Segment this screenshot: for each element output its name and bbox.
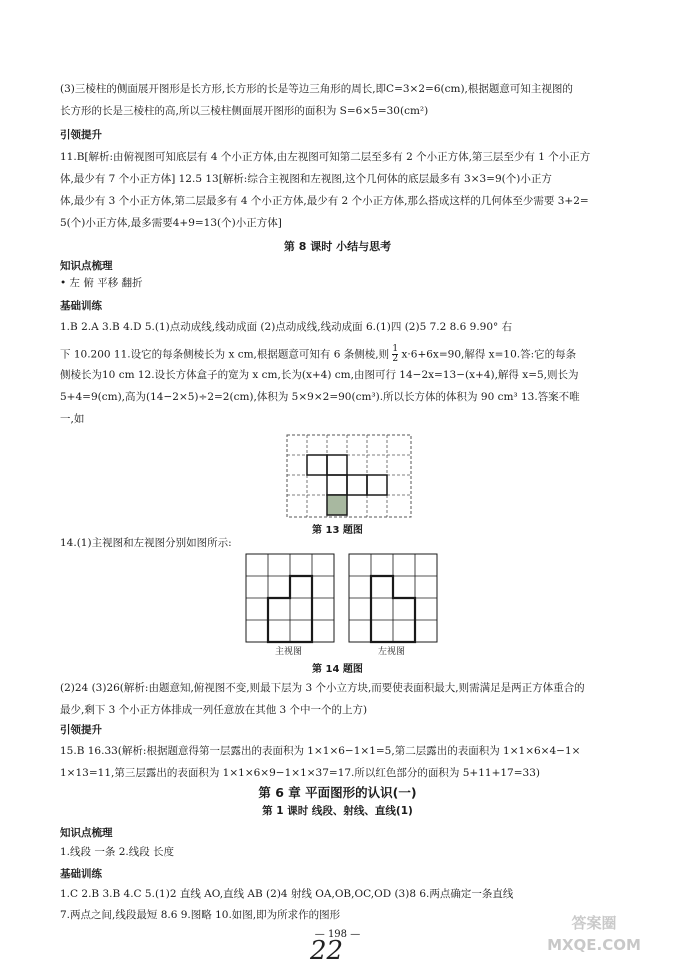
watermark: 答案圈 MXQE.COM	[547, 914, 641, 954]
text-line: 1.线段 一条 2.线段 长度	[60, 846, 175, 858]
lesson-title: 第 8 课时 小结与思考	[283, 240, 392, 253]
left-view-grid	[349, 554, 437, 642]
text-line: 7.两点之间,线段最短 8.6 9.图略 10.如图,即为所求作的图形	[60, 909, 341, 921]
text-line: 14.(1)主视图和左视图分别如图所示:	[60, 537, 232, 549]
front-view-grid	[246, 554, 334, 642]
figure-caption: 第 13 题图	[312, 525, 363, 536]
fraction-denominator: 2	[392, 354, 399, 364]
section-heading: 知识点梳理	[60, 827, 113, 839]
section-heading: 引领提升	[60, 129, 102, 141]
net-square	[307, 455, 327, 475]
text-span: 下 10.200 11.设它的每条侧棱长为 x cm,根据题意可知有 6 条侧棱,则	[60, 348, 390, 361]
text-span: x·6+6x=90,解得 x=10.答:它的每条	[401, 348, 577, 361]
text-line: 11.B[解析:由俯视图可知底层有 4 个小正方体,由左视图可知第二层至多有 2 个小正方体,第三层至少有 1 个小正方	[60, 151, 591, 163]
left-view-label: 左视图	[378, 647, 406, 657]
text-line: 5(个)小正方体,最多需要4+9=13(个)小正方体]	[60, 217, 282, 229]
section-heading: 基础训练	[60, 300, 102, 312]
net-square	[347, 475, 367, 495]
page-number: — 198 —	[314, 929, 361, 940]
text-line: • 左 俯 平移 翻折	[60, 277, 143, 289]
text-line: 1.B 2.A 3.B 4.D 5.(1)点动成线,线动成面 (2)点动成线,线动成面 6.(1)四 (2)5 7.2 8.6 9.90° 右	[60, 321, 513, 333]
figure-14-views	[243, 553, 443, 657]
fraction-numerator: 1	[392, 344, 399, 354]
lesson-title: 第 1 课时 线段、射线、直线(1)	[262, 805, 413, 817]
figure-caption: 第 14 题图	[312, 664, 363, 675]
section-heading: 知识点梳理	[60, 260, 113, 272]
handwritten-number: 22	[310, 936, 344, 966]
text-line	[60, 345, 576, 364]
text-line: 体,最少有 7 个小正方体] 12.5 13[解析:综合主视图和左视图,这个几何体的底层最多有 3×3=9(个)小正方	[60, 173, 552, 185]
front-view-label: 主视图	[275, 647, 303, 657]
section-heading: 基础训练	[60, 868, 102, 880]
text-line: 15.B 16.33(解析:根据题意得第一层露出的表面积为 1×1×6−1×1=5,第二层露出的表面积为 1×1×6×4−1×	[60, 745, 581, 757]
chapter-title: 第 6 章 平面图形的认识(一)	[258, 785, 417, 800]
net-square-shaded	[327, 495, 347, 515]
grid-lines	[287, 435, 411, 517]
text-line: 一,如	[60, 413, 85, 425]
net-square	[327, 455, 347, 475]
text-line: 侧棱长为10 cm 12.设长方体盒子的宽为 x cm,长为(x+4) cm,由图可行 14−2x=13−(x+4),解得 x=5,则长为	[60, 369, 579, 381]
figure-13-net	[286, 434, 412, 518]
text-line: 体,最少有 3 个小正方体,第二层最多有 4 个小正方体,最少有 2 个小正方体,那么搭成这样的几何体至少需要 3+2=	[60, 195, 589, 207]
net-square	[367, 475, 387, 495]
text-line: 1.C 2.B 3.B 4.C 5.(1)2 直线 AO,直线 AB (2)4 射线 OA,OB,OC,OD (3)8 6.两点确定一条直线	[60, 888, 514, 900]
section-heading: 引领提升	[60, 724, 102, 736]
text-line: (2)24 (3)26(解析:由题意知,俯视图不变,则最下层为 3 个小立方块,而要使表面积最大,则需满足是两正方体重合的	[60, 682, 585, 694]
fraction	[392, 345, 398, 364]
net-squares	[307, 455, 387, 495]
grid-border	[287, 435, 411, 517]
net-square	[327, 475, 347, 495]
text-line: 5+4=9(cm),高为(14−2×5)÷2=2(cm),体积为 5×9×2=90(cm³).所以长方体的体积为 90 cm³ 13.答案不唯	[60, 391, 580, 403]
text-line: 长方形的长是三棱柱的高,所以三棱柱侧面展开图形的面积为 S=6×5=30(cm²)	[60, 105, 429, 117]
text-line: (3)三棱柱的侧面展开图形是长方形,长方形的长是等边三角形的周长,即C=3×2=6(cm),根据题意可知主视图的	[60, 83, 573, 95]
text-line: 1×13=11,第三层露出的表面积为 1×1×6×9−1×1×37=17.所以红色部分的面积为 5+11+17=33)	[60, 767, 540, 779]
text-line: 最少,剩下 3 个小正方体排成一列任意放在其他 3 个中一个的上方)	[60, 704, 368, 716]
